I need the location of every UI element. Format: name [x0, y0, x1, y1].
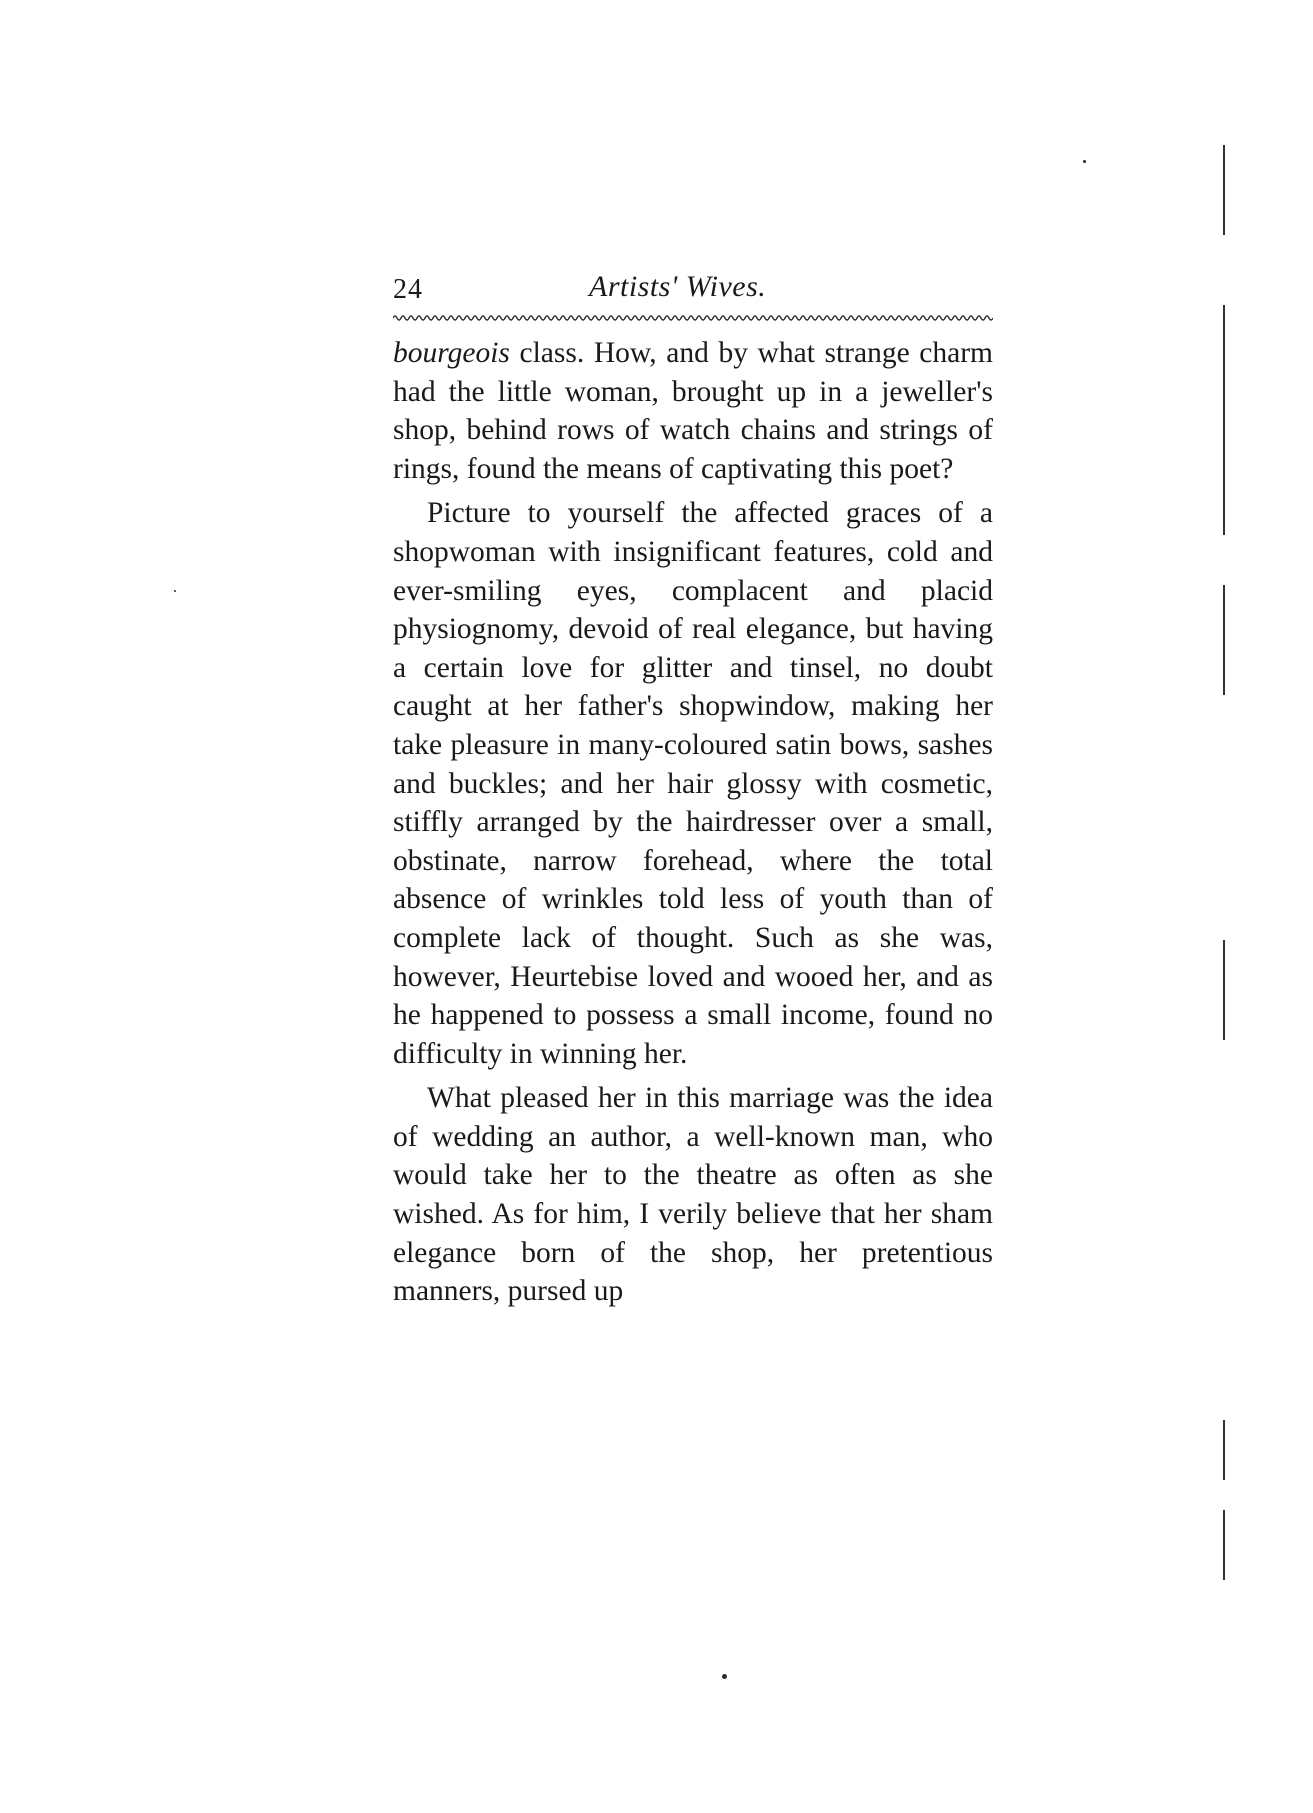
book-page	[393, 266, 993, 1311]
paragraph-2: Picture to yourself the affected graces of a shopwoman with insignificant features, cold and ever-smiling eyes, complacent and placid physiognomy, devoid of real elegance, but having a certain love for glitter and tinsel, no doubt caught at her father's shopwindow, making her take pleasure in many-coloured satin bows, sashes and buckles; and her hair glossy with cosmetic, stiffly arranged by the hairdresser over a small, obstinate, narrow forehead, where the total absence of wrinkles told less of youth than of complete lack of thought. Such as she was, however, Heurtebise loved and wooed her, and as he happened to possess a small income, found no difficulty in winning her.	[393, 497, 993, 1070]
scan-speck	[722, 1674, 727, 1679]
scan-edge-line	[1223, 1420, 1225, 1480]
italic-word: bourgeois	[393, 337, 510, 369]
body-text	[393, 334, 993, 1311]
scan-edge-line	[1223, 940, 1225, 1040]
paragraph-3: What pleased her in this marriage was the idea of wedding an author, a well-known man, who would take her to the theatre as often as she wished. As for him, I verily believe that her sham elegance born of the shop, her pretentious manners, pursed up	[393, 1082, 993, 1308]
scan-edge-line	[1223, 305, 1225, 535]
scan-edge-line	[1223, 145, 1225, 235]
paragraph-text: class. How, and by what strange charm had the little woman, brought up in a jeweller's shop, behind rows of watch chains and strings of rings, found the means of captivating this poet?	[393, 337, 993, 485]
scan-edge-line	[1223, 585, 1225, 695]
scan-speck	[1083, 160, 1086, 163]
page-number: 24	[393, 274, 423, 305]
paragraph-1	[393, 334, 993, 488]
scan-speck	[174, 590, 176, 592]
page-header	[393, 266, 993, 310]
wavy-rule-divider	[393, 312, 993, 324]
running-title: Artists' Wives.	[589, 270, 767, 303]
scan-edge-line	[1223, 1510, 1225, 1580]
